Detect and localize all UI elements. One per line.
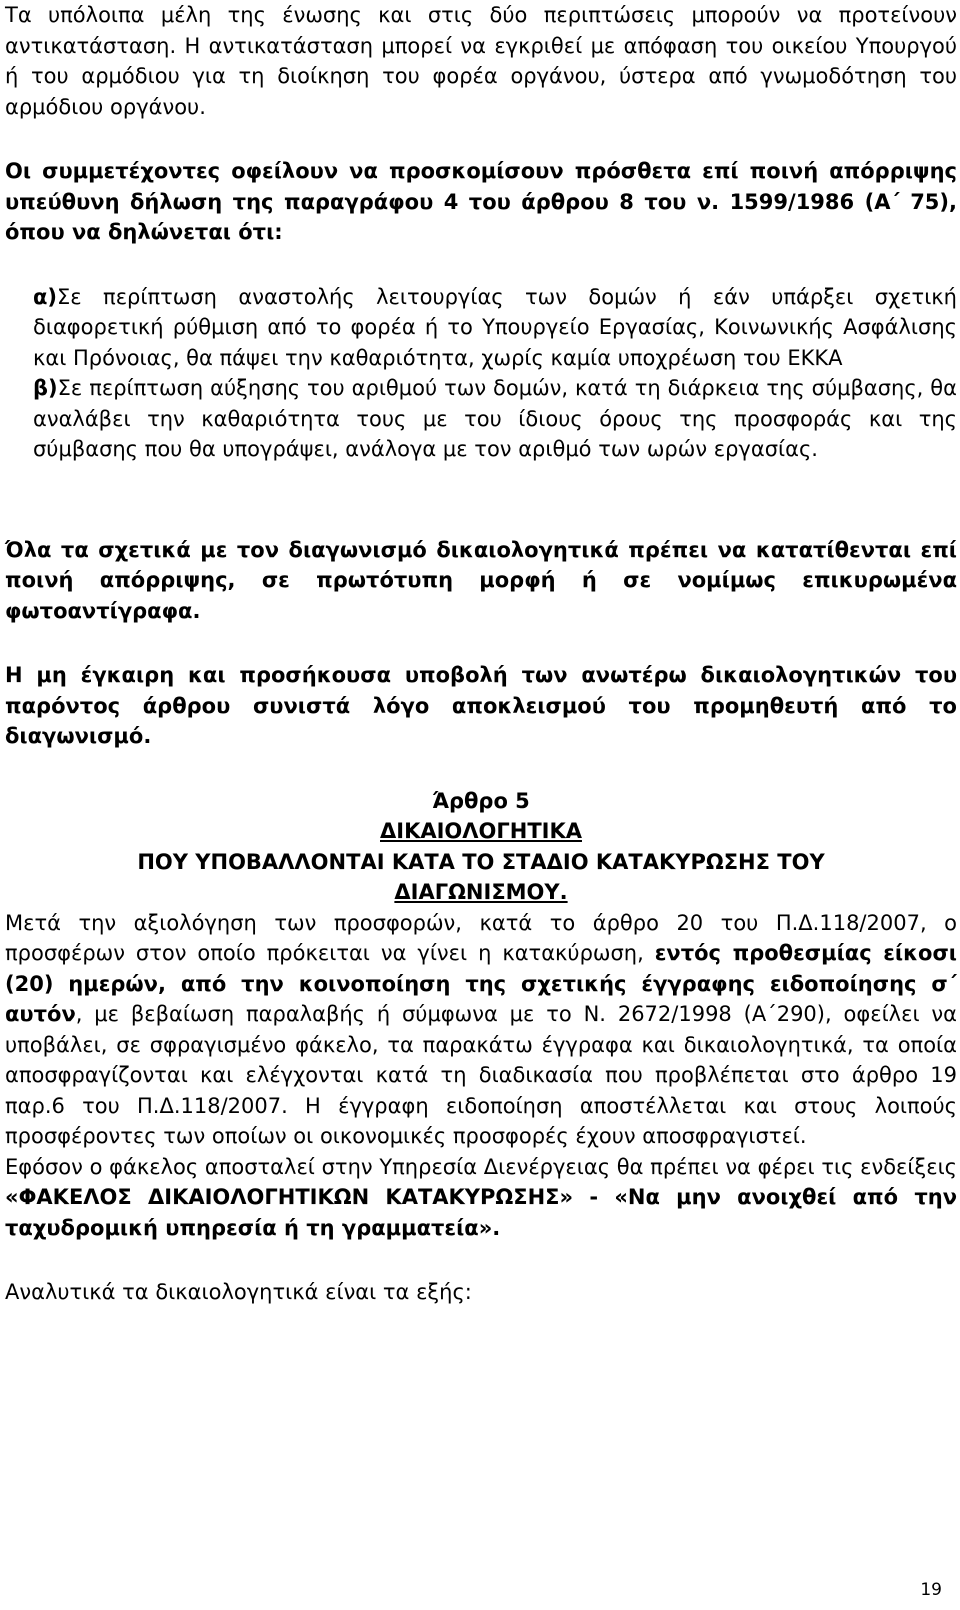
article-subtitle-line1: ΠΟΥ ΥΠΟΒΑΛΛΟΝΤΑΙ ΚΑΤΑ ΤΟ ΣΤΑΔΙΟ ΚΑΤΑΚΥΡΩΣΗΣ ΤΟΥ [137,849,825,874]
paragraph-exclusion: Η μη έγκαιρη και προσήκουσα υποβολή των ανωτέρω δικαιολογητικών του παρόντος άρθρου συνιστά λόγο αποκλεισμού του προμηθευτή από το διαγωνισμό. [5,663,957,748]
article-title: ΔΙΚΑΙΟΛΟΓΗΤΙΚΑ [380,819,582,843]
envelope-text: Εφόσον ο φάκελος αποσταλεί στην Υπηρεσία Διενέργειας θα πρέπει να φέρει τις ενδείξεις [5,1154,957,1179]
page-number: 19 [920,1580,942,1600]
envelope-markings: «ΦΑΚΕΛΟΣ ΔΙΚΑΙΟΛΟΓΗΤΙΚΩΝ ΚΑΤΑΚΥΡΩΣΗΣ» - «Να μην ανοιχθεί από την ταχυδρομική υπηρεσία ή τη γραμματεία». [5,1185,957,1240]
item-a-label: α) [33,284,58,309]
award-deadline: εντός προθεσμίας είκοσι (20) ημερών, από την κοινοποίηση της σχετικής έγγραφης ειδοποίησης σ΄ αυτόν [5,941,957,1026]
article-subtitle [5,847,957,878]
list-item-a [5,282,957,374]
paragraph-replacement: Τα υπόλοιπα μέλη της ένωσης και στις δύο περιπτώσεις μπορούν να προτείνουν αντικατάσταση. Η αντικατάσταση μπορεί να εγκριθεί με απόφαση του οικείου Υπουργού ή του αρμόδιου για τη διοίκηση του φορέα οργάνου, ύστερα από γνωμοδότηση του αρμόδιου οργάνου. [5,3,957,119]
list-item-b [5,373,957,465]
item-b-text: Σε περίπτωση αύξησης του αριθμού των δομών, κατά τη διάρκεια της σύμβασης, θα αναλάβει την καθαριότητα τους με του ίδιους όρους της προσφοράς και της σύμβασης που θα υπογράψει, ανάλογα με τον αριθμό των ωρών εργασίας. [33,376,957,461]
article-subtitle-line2: ΔΙΑΓΩΝΙΣΜΟΥ. [394,880,568,904]
paragraph-list-intro: Αναλυτικά τα δικαιολογητικά είναι τα εξής: [5,1280,472,1304]
document-page [5,0,957,1308]
paragraph-award [5,908,957,1152]
paragraph-originals: Όλα τα σχετικά με τον διαγωνισμό δικαιολογητικά πρέπει να κατατίθενται επί ποινή απόρριψης, σε πρωτότυπη μορφή ή σε νομίμως επικυρωμένα φωτοαντίγραφα. [5,537,957,623]
item-a-text: Σε περίπτωση αναστολής λειτουργίας των δομών ή εάν υπάρξει σχετική διαφορετική ρύθμιση από το φορέα ή το Υπουργείο Εργασίας, Κοινωνικής Ασφάλισης και Πρόνοιας, θα πάψει την καθαριότητα, χωρίς καμία υποχρέωση του ΕΚΚΑ [33,284,957,370]
award-text-1: Μετά την αξιολόγηση των προσφορών, κατά το άρθρο 20 του Π.Δ.118/2007, ο προσφέρων στον οποίο πρόκειται να γίνει η κατακύρωση, [5,910,957,965]
award-text-2: , με βεβαίωση παραλαβής ή σύμφωνα με το Ν. 2672/1998 (Α΄290), οφείλει να υποβάλει, σε σφραγισμένο φάκελο, τα παρακάτω έγγραφα και δικαιολογητικά, τα οποία αποσφραγίζονται και ελέγχονται κατά τη διαδικασία που προβλέπεται στο άρθρο 19 παρ.6 του Π.Δ.118/2007. Η έγγραφη ειδοποίηση αποστέλλεται και στους λοιπούς προσφέροντες των οποίων οι οικονομικές προσφορές έχουν αποσφραγιστεί. [5,1002,957,1148]
paragraph-declaration: Οι συμμετέχοντες οφείλουν να προσκομίσουν πρόσθετα επί ποινή απόρριψης υπεύθυνη δήλωση της παραγράφου 4 του άρθρου 8 του ν. 1599/1986 (Α΄ 75), όπου να δηλώνεται ότι: [5,159,957,244]
item-b-label: β) [33,376,58,400]
paragraph-envelope [5,1152,957,1244]
article-number: Άρθρο 5 [432,788,530,813]
